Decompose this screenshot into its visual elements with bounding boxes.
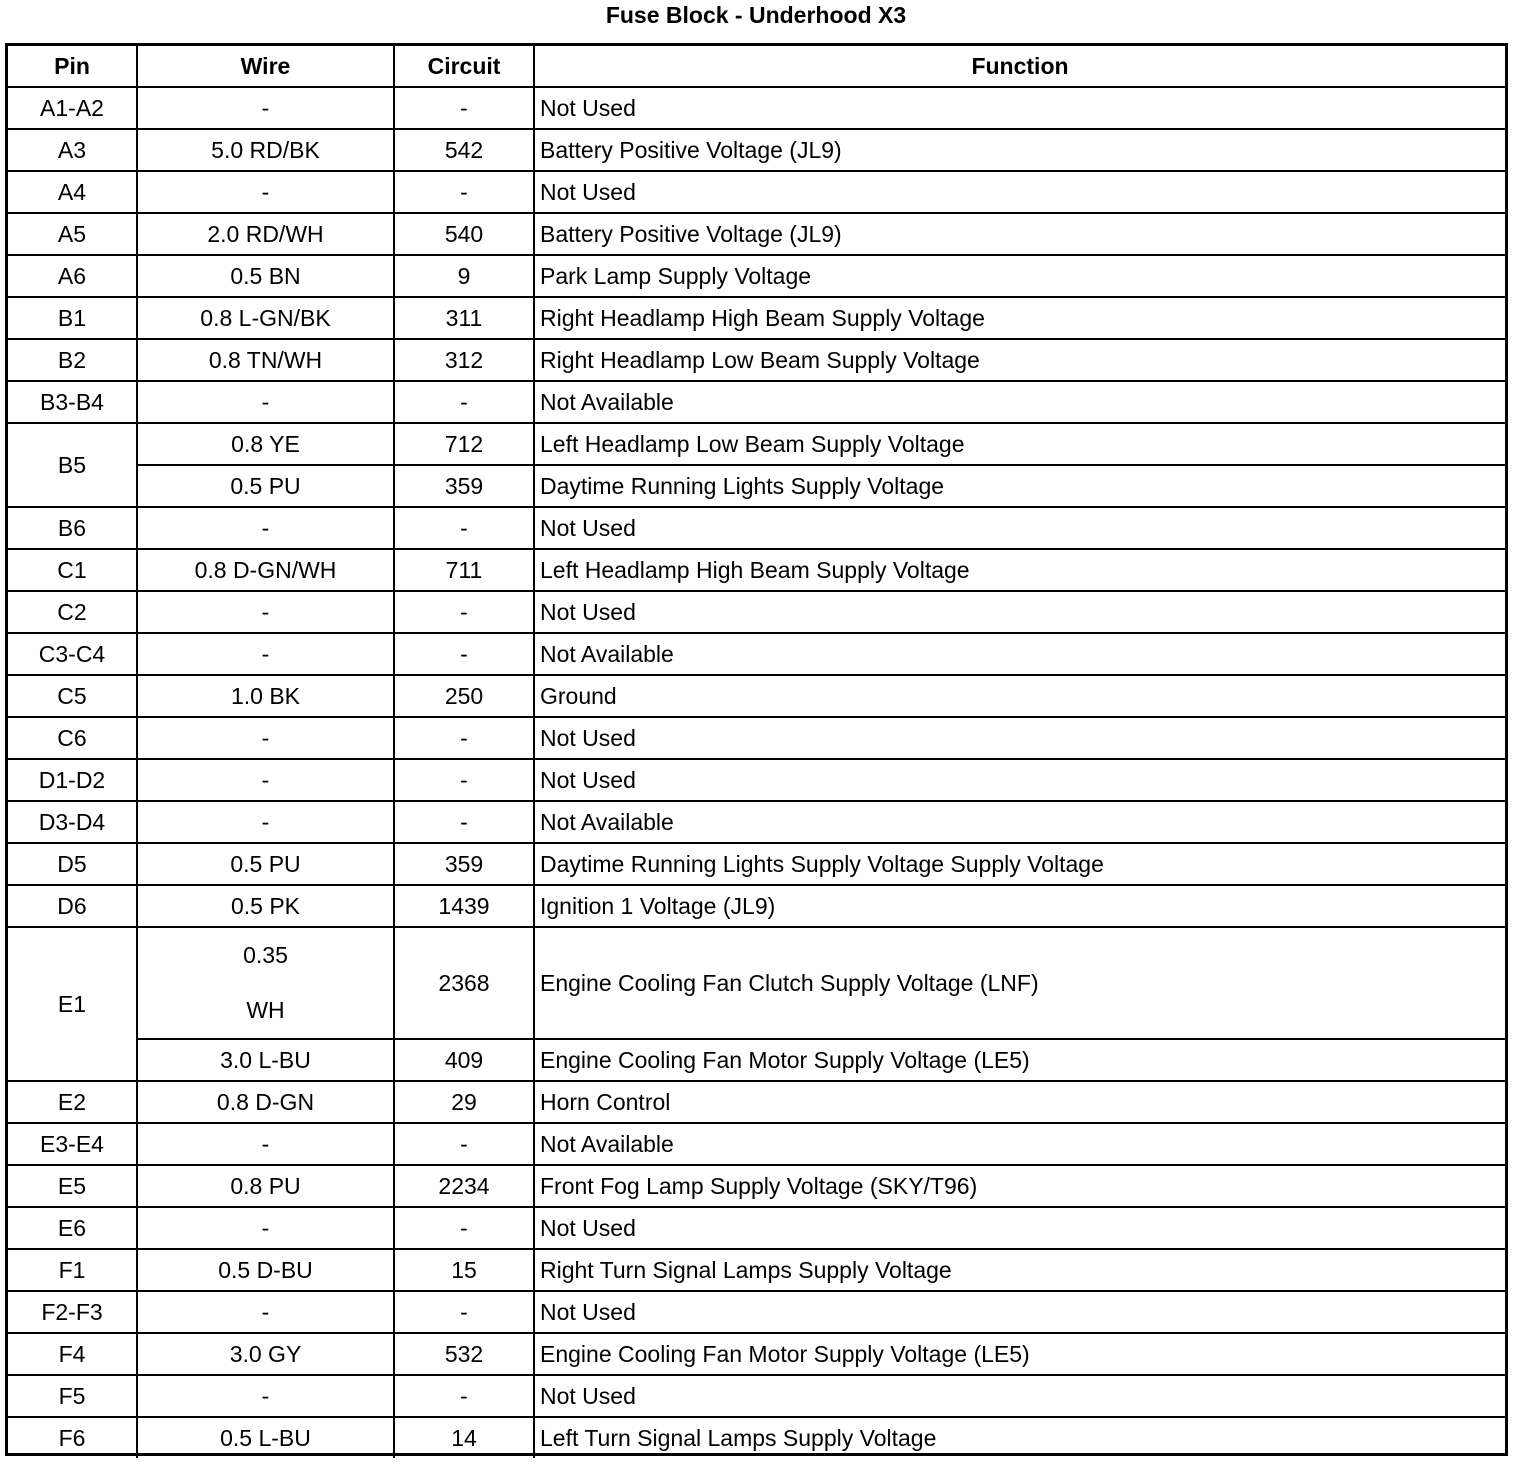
circuit-cell: 532 <box>394 1333 534 1375</box>
circuit-cell: - <box>394 381 534 423</box>
circuit-cell: 312 <box>394 339 534 381</box>
pin-cell: A5 <box>8 213 137 255</box>
function-cell: Right Turn Signal Lamps Supply Voltage <box>534 1249 1505 1291</box>
table-row <box>8 717 1505 759</box>
function-cell: Engine Cooling Fan Clutch Supply Voltage (LNF) <box>534 927 1505 1039</box>
function-cell: Not Used <box>534 507 1505 549</box>
wire-cell: 3.0 GY <box>137 1333 394 1375</box>
wire-cell: 0.5 D-BU <box>137 1249 394 1291</box>
circuit-cell: 14 <box>394 1417 534 1458</box>
pin-cell: F6 <box>8 1417 137 1458</box>
function-cell: Left Turn Signal Lamps Supply Voltage <box>534 1417 1505 1458</box>
wire-cell: 1.0 BK <box>137 675 394 717</box>
function-cell: Battery Positive Voltage (JL9) <box>534 213 1505 255</box>
pin-cell: E6 <box>8 1207 137 1249</box>
wire-cell: - <box>137 717 394 759</box>
circuit-cell: - <box>394 1291 534 1333</box>
table-row <box>8 1039 1505 1081</box>
circuit-cell: - <box>394 717 534 759</box>
table-row <box>8 1123 1505 1165</box>
table-row <box>8 1081 1505 1123</box>
wire-cell: - <box>137 171 394 213</box>
wire-cell: - <box>137 87 394 129</box>
wire-cell: 2.0 RD/WH <box>137 213 394 255</box>
table-row <box>8 423 1505 465</box>
header-circuit: Circuit <box>394 46 534 87</box>
circuit-cell: 29 <box>394 1081 534 1123</box>
function-cell: Not Used <box>534 1375 1505 1417</box>
circuit-cell: - <box>394 87 534 129</box>
header-wire: Wire <box>137 46 394 87</box>
circuit-cell: - <box>394 1375 534 1417</box>
circuit-cell: - <box>394 801 534 843</box>
wire-cell: 0.5 BN <box>137 255 394 297</box>
header-pin: Pin <box>8 46 137 87</box>
table-row <box>8 927 1505 1039</box>
function-cell: Not Available <box>534 1123 1505 1165</box>
wire-cell: - <box>137 1207 394 1249</box>
circuit-cell: 2234 <box>394 1165 534 1207</box>
wire-cell: - <box>137 1291 394 1333</box>
table-row <box>8 339 1505 381</box>
table-row <box>8 465 1505 507</box>
function-cell: Not Used <box>534 759 1505 801</box>
circuit-cell: - <box>394 633 534 675</box>
function-cell: Ignition 1 Voltage (JL9) <box>534 885 1505 927</box>
connector-table <box>5 43 1508 1456</box>
table-row <box>8 549 1505 591</box>
table-row <box>8 213 1505 255</box>
table-row <box>8 591 1505 633</box>
function-cell: Not Used <box>534 717 1505 759</box>
wire-cell: 5.0 RD/BK <box>137 129 394 171</box>
circuit-cell: 359 <box>394 465 534 507</box>
wire-cell: 0.5 L-BU <box>137 1417 394 1458</box>
header-function: Function <box>534 46 1505 87</box>
table-row <box>8 507 1505 549</box>
function-cell: Not Available <box>534 801 1505 843</box>
circuit-cell: - <box>394 1123 534 1165</box>
circuit-cell: - <box>394 171 534 213</box>
pin-cell: C5 <box>8 675 137 717</box>
pin-cell: B1 <box>8 297 137 339</box>
table-row <box>8 297 1505 339</box>
wire-line-1: 0.35 <box>243 942 288 968</box>
table-row <box>8 885 1505 927</box>
table-row <box>8 1417 1505 1458</box>
circuit-cell: 15 <box>394 1249 534 1291</box>
circuit-cell: 250 <box>394 675 534 717</box>
function-cell: Horn Control <box>534 1081 1505 1123</box>
wire-cell <box>137 927 394 1039</box>
pin-cell: E1 <box>8 927 137 1081</box>
wire-cell: - <box>137 591 394 633</box>
table-row <box>8 1375 1505 1417</box>
circuit-cell: 1439 <box>394 885 534 927</box>
table-row <box>8 1249 1505 1291</box>
circuit-cell: 711 <box>394 549 534 591</box>
function-cell: Daytime Running Lights Supply Voltage Supply Voltage <box>534 843 1505 885</box>
function-cell: Battery Positive Voltage (JL9) <box>534 129 1505 171</box>
pin-cell: E5 <box>8 1165 137 1207</box>
function-cell: Not Used <box>534 1291 1505 1333</box>
circuit-cell: 2368 <box>394 927 534 1039</box>
table-row <box>8 801 1505 843</box>
wire-cell: - <box>137 1375 394 1417</box>
function-cell: Front Fog Lamp Supply Voltage (SKY/T96) <box>534 1165 1505 1207</box>
wire-cell: 0.8 YE <box>137 423 394 465</box>
circuit-cell: 9 <box>394 255 534 297</box>
pin-cell: A3 <box>8 129 137 171</box>
circuit-cell: - <box>394 507 534 549</box>
function-cell: Daytime Running Lights Supply Voltage <box>534 465 1505 507</box>
table-row <box>8 255 1505 297</box>
function-cell: Not Available <box>534 633 1505 675</box>
function-cell: Right Headlamp High Beam Supply Voltage <box>534 297 1505 339</box>
circuit-cell: - <box>394 759 534 801</box>
page-title: Fuse Block - Underhood X3 <box>605 2 907 28</box>
pin-cell: B6 <box>8 507 137 549</box>
pin-cell: D1-D2 <box>8 759 137 801</box>
pin-cell: F1 <box>8 1249 137 1291</box>
table-row <box>8 381 1505 423</box>
function-cell: Left Headlamp High Beam Supply Voltage <box>534 549 1505 591</box>
circuit-cell: - <box>394 1207 534 1249</box>
function-cell: Ground <box>534 675 1505 717</box>
pin-cell: D5 <box>8 843 137 885</box>
table-row <box>8 675 1505 717</box>
pin-cell: D3-D4 <box>8 801 137 843</box>
function-cell: Right Headlamp Low Beam Supply Voltage <box>534 339 1505 381</box>
function-cell: Not Used <box>534 1207 1505 1249</box>
circuit-cell: 311 <box>394 297 534 339</box>
wire-cell: 3.0 L-BU <box>137 1039 394 1081</box>
pin-cell: D6 <box>8 885 137 927</box>
function-cell: Not Used <box>534 591 1505 633</box>
function-cell: Not Used <box>534 171 1505 213</box>
function-cell: Engine Cooling Fan Motor Supply Voltage (LE5) <box>534 1039 1505 1081</box>
header-row <box>8 46 1505 87</box>
wire-cell: 0.8 D-GN <box>137 1081 394 1123</box>
table-row <box>8 129 1505 171</box>
table-row <box>8 759 1505 801</box>
pin-cell: C3-C4 <box>8 633 137 675</box>
wire-cell: 0.8 D-GN/WH <box>137 549 394 591</box>
wire-cell: - <box>137 507 394 549</box>
wire-cell: 0.5 PK <box>137 885 394 927</box>
circuit-cell: 359 <box>394 843 534 885</box>
pin-cell: A6 <box>8 255 137 297</box>
pin-cell: E3-E4 <box>8 1123 137 1165</box>
function-cell: Park Lamp Supply Voltage <box>534 255 1505 297</box>
pin-cell: B3-B4 <box>8 381 137 423</box>
wire-cell: 0.5 PU <box>137 843 394 885</box>
table-row <box>8 171 1505 213</box>
pin-cell: F4 <box>8 1333 137 1375</box>
pin-cell: C1 <box>8 549 137 591</box>
table-row <box>8 1207 1505 1249</box>
function-cell: Engine Cooling Fan Motor Supply Voltage (LE5) <box>534 1333 1505 1375</box>
pin-cell: A4 <box>8 171 137 213</box>
pin-cell: E2 <box>8 1081 137 1123</box>
wire-cell: - <box>137 381 394 423</box>
function-cell: Left Headlamp Low Beam Supply Voltage <box>534 423 1505 465</box>
circuit-cell: - <box>394 591 534 633</box>
function-cell: Not Available <box>534 381 1505 423</box>
function-cell: Not Used <box>534 87 1505 129</box>
table-row <box>8 1165 1505 1207</box>
wire-cell: - <box>137 633 394 675</box>
circuit-cell: 542 <box>394 129 534 171</box>
circuit-cell: 712 <box>394 423 534 465</box>
wire-cell: 0.8 TN/WH <box>137 339 394 381</box>
pin-cell: A1-A2 <box>8 87 137 129</box>
table-row <box>8 843 1505 885</box>
circuit-cell: 409 <box>394 1039 534 1081</box>
wire-cell: - <box>137 759 394 801</box>
table-row <box>8 87 1505 129</box>
pin-cell: F5 <box>8 1375 137 1417</box>
wire-cell: 0.8 L-GN/BK <box>137 297 394 339</box>
wire-cell: 0.5 PU <box>137 465 394 507</box>
pin-cell: B5 <box>8 423 137 507</box>
table-row <box>8 1291 1505 1333</box>
pin-cell: F2-F3 <box>8 1291 137 1333</box>
wire-line-2: WH <box>246 997 285 1023</box>
pin-cell: C2 <box>8 591 137 633</box>
wire-cell: - <box>137 1123 394 1165</box>
table-row <box>8 633 1505 675</box>
pin-cell: C6 <box>8 717 137 759</box>
wire-cell: 0.8 PU <box>137 1165 394 1207</box>
circuit-cell: 540 <box>394 213 534 255</box>
pin-cell: B2 <box>8 339 137 381</box>
table-row <box>8 1333 1505 1375</box>
wire-cell: - <box>137 801 394 843</box>
